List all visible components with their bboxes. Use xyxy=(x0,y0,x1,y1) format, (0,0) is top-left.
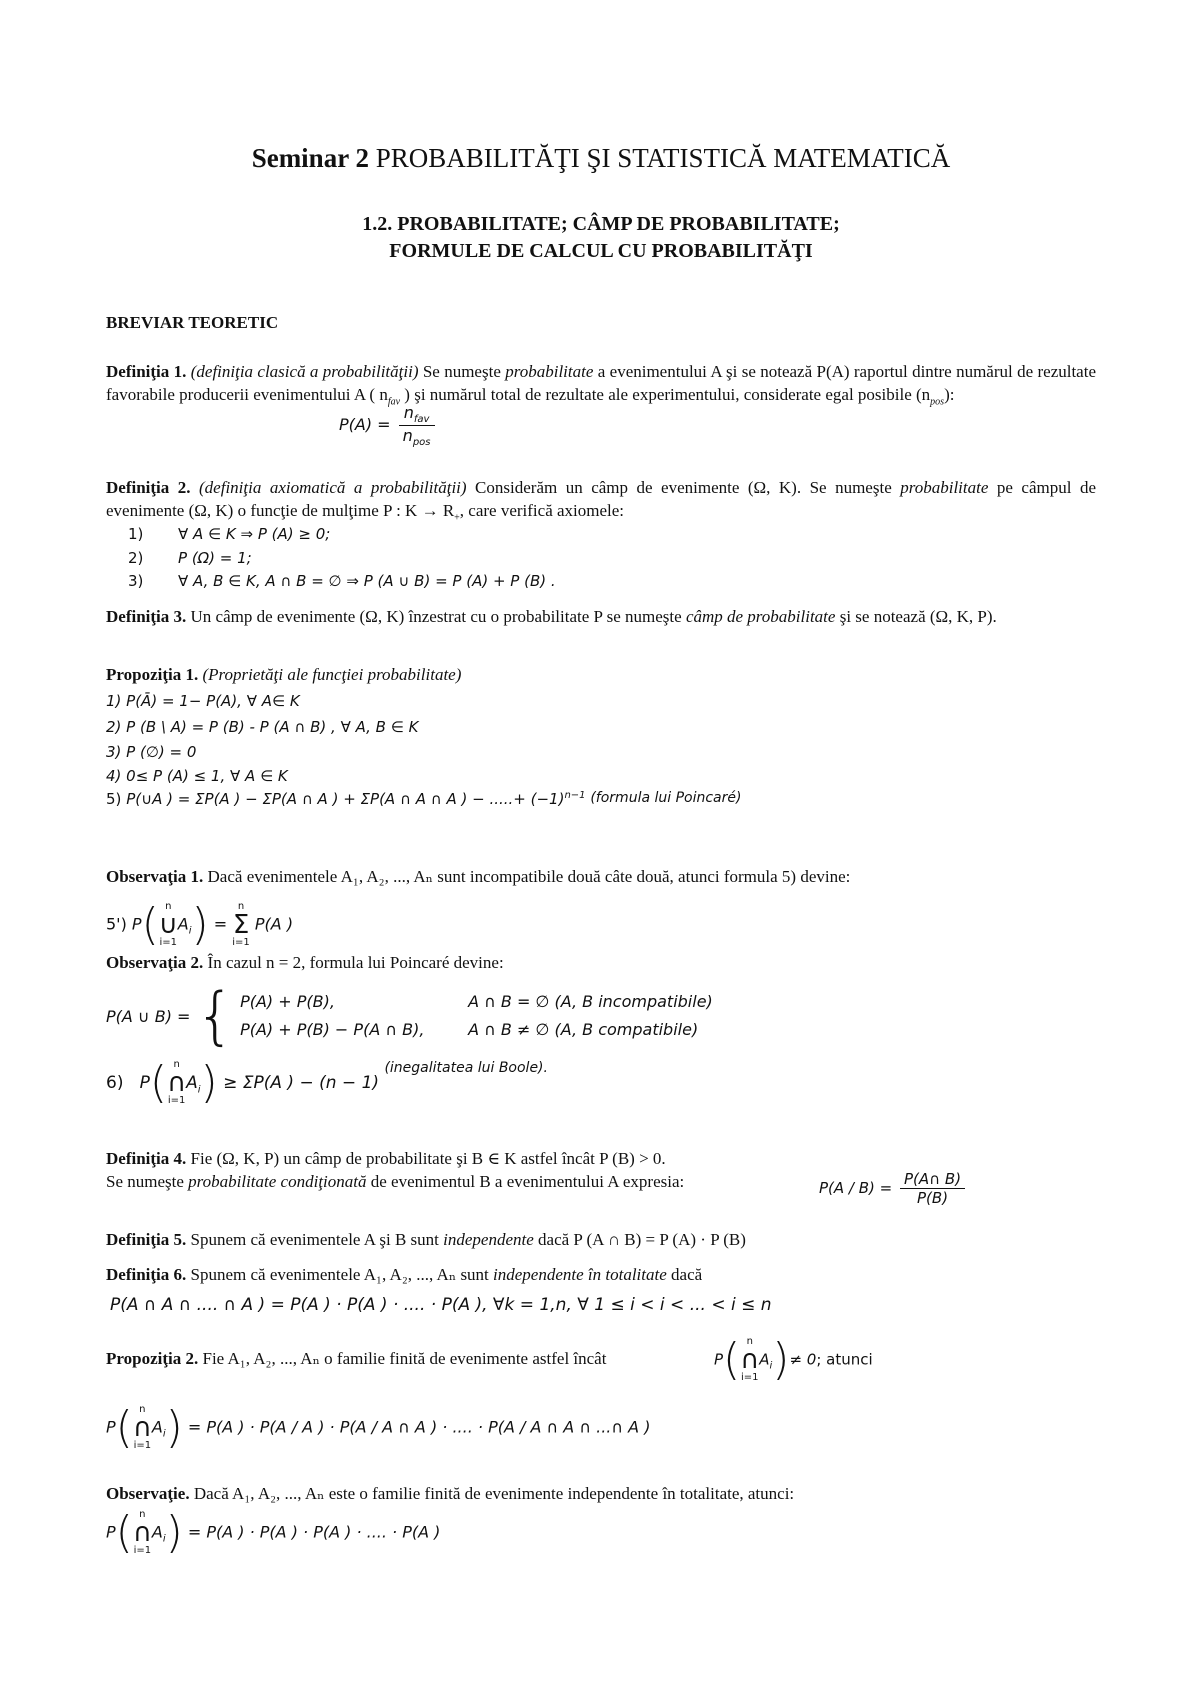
independent-product-rule: P( n ∩ i=1 $A_i) = P(A$ ) · P(A ) · P(A ) · .... · P(A ) xyxy=(106,1507,441,1558)
definition-4: Definiţia 4. Fie (Ω, K, P) un câmp de probabilitate şi B ∈ K astfel încât P (B) > 0. Se numeşte probabilitate condiţionată de evenimentul B a evenimentului A expresia: xyxy=(106,1149,685,1191)
formula-n2: P(A ∪ B) = { P(A) + P(B), A ∩ B = ∅ (A, B incompatibile) P(A) + P(B) − P(A ∩ B), A ∩ B ≠ ∅ (A, B compatibile) xyxy=(106,979,713,1052)
axiom-3: 3) ∀ A, B ∈ K, A ∩ B = ∅ ⇒ P (A ∪ B) = P (A) + P (B) . xyxy=(128,572,556,590)
observation-3: Observaţie. Dacă A₁, A₂, ..., Aₙ este o familie finită de evenimente independente în totalitate, atunci: xyxy=(106,1484,795,1503)
observation-2: Observaţia 2. În cazul n = 2, formula lui Poincaré devine: xyxy=(106,953,504,972)
definition-2: Definiţia 2. (definiţia axiomatică a probabilităţii) Considerăm un câmp de evenimente (Ω, K). Se numeşte probabilitate pe câmpul de evenimente (Ω, K) o funcţie de mulţime P : $K \to R_+$, care verifică axiomele: xyxy=(106,478,1096,524)
property-4: 4) 0≤ P (A) ≤ 1, ∀ A ∈ K xyxy=(106,767,288,785)
poincare-formula: 5) P(∪A ) = ΣP(A ) − ΣP(A ∩ A ) + ΣP(A ∩ A ∩ A ) − .....+ $(-1)^{n-1}$ (formula lui Poincaré) xyxy=(106,790,742,808)
proposition-1-heading: Propoziţia 1. (Proprietăţi ale funcţiei probabilitate) xyxy=(106,665,462,684)
property-3: 3) P (∅) = 0 xyxy=(106,743,197,761)
axiom-1: 1) ∀ A ∈ K ⇒ P (A) ≥ 0; xyxy=(128,525,331,543)
total-independence-formula: P(A ∩ A ∩ .... ∩ A ) = P(A ) · P(A ) · .... · P(A ), ∀k = 1,n, ∀ 1 ≤ i < i < ... < i ≤ n xyxy=(110,1295,772,1315)
conditional-probability-formula: P(A / B) = $\frac{P(A\cap B)}{P(B)}$ xyxy=(819,1170,968,1207)
property-1: 1) P(Ā) = 1− P(A), ∀ A∈ K xyxy=(106,692,300,710)
property-2: 2) P (B \ A) = P (B) - P (A ∩ B) , ∀ A, B ∈ K xyxy=(106,718,419,736)
formula-classical-probability: P(A) = $\frac{n_{fav}}{n_{pos}}$ xyxy=(339,403,438,448)
boole-inequality: 6) P( n ∩ i=1 $A_i) \ge \Sigma P(A$ ) − (n − 1) $^{(inegalitatea lui Boole).}$ xyxy=(106,1057,548,1108)
proposition-2-condition: P( n ∩ i=1 $A_i)\ne 0$; atunci xyxy=(714,1334,873,1385)
definition-6: Definiţia 6. Spunem că evenimentele A₁, A₂, ..., Aₙ sunt independente în totalitate dacă xyxy=(106,1265,703,1284)
multiplication-rule: P( n ∩ i=1 $A_i) = P(A$ ) · P(A / A ) · P(A / A ∩ A ) · .... · P(A / A ∩ A ∩ ...∩ A ) xyxy=(106,1402,651,1453)
axiom-2: 2) P (Ω) = 1; xyxy=(128,549,252,567)
formula-5-prime: 5') P( n ∪ i=1 $A_i$) = n Σ i=1 P(A ) xyxy=(106,899,294,950)
page-title: Seminar 2 PROBABILITĂŢI ŞI STATISTICĂ MATEMATICĂ xyxy=(251,143,951,173)
proposition-2: Propoziţia 2. Fie A₁, A₂, ..., Aₙ o familie finită de evenimente astfel încât xyxy=(106,1349,607,1368)
definition-3: Definiţia 3. Un câmp de evenimente (Ω, K) înzestrat cu o probabilitate P se numeşte câmp de probabilitate şi se notează (Ω, K, P). xyxy=(106,607,997,626)
definition-5: Definiţia 5. Spunem că evenimentele A şi B sunt independente dacă P (A ∩ B) = P (A) · P (B) xyxy=(106,1230,746,1249)
definition-1: Definiţia 1. (definiţia clasică a probabilităţii) Se numeşte probabilitate a evenimentului A şi se notează P(A) raportul dintre numărul de rezultate favorabile producerii evenimentului A ( $n_{fav}$ ) şi numărul total de rezultate ale experimentului, considerate egal posibile $(n_{pos})$: xyxy=(106,362,1096,408)
breviar-heading: BREVIAR TEORETIC xyxy=(106,313,279,332)
section-heading-line2: FORMULE DE CALCUL CU PROBABILITĂŢI xyxy=(389,240,813,262)
observation-1: Observaţia 1. Dacă evenimentele A₁, A₂, ..., Aₙ sunt incompatibile două câte două, atunci formula 5) devine: xyxy=(106,867,851,886)
section-heading-line1: 1.2. PROBABILITATE; CÂMP DE PROBABILITATE; xyxy=(362,213,840,235)
